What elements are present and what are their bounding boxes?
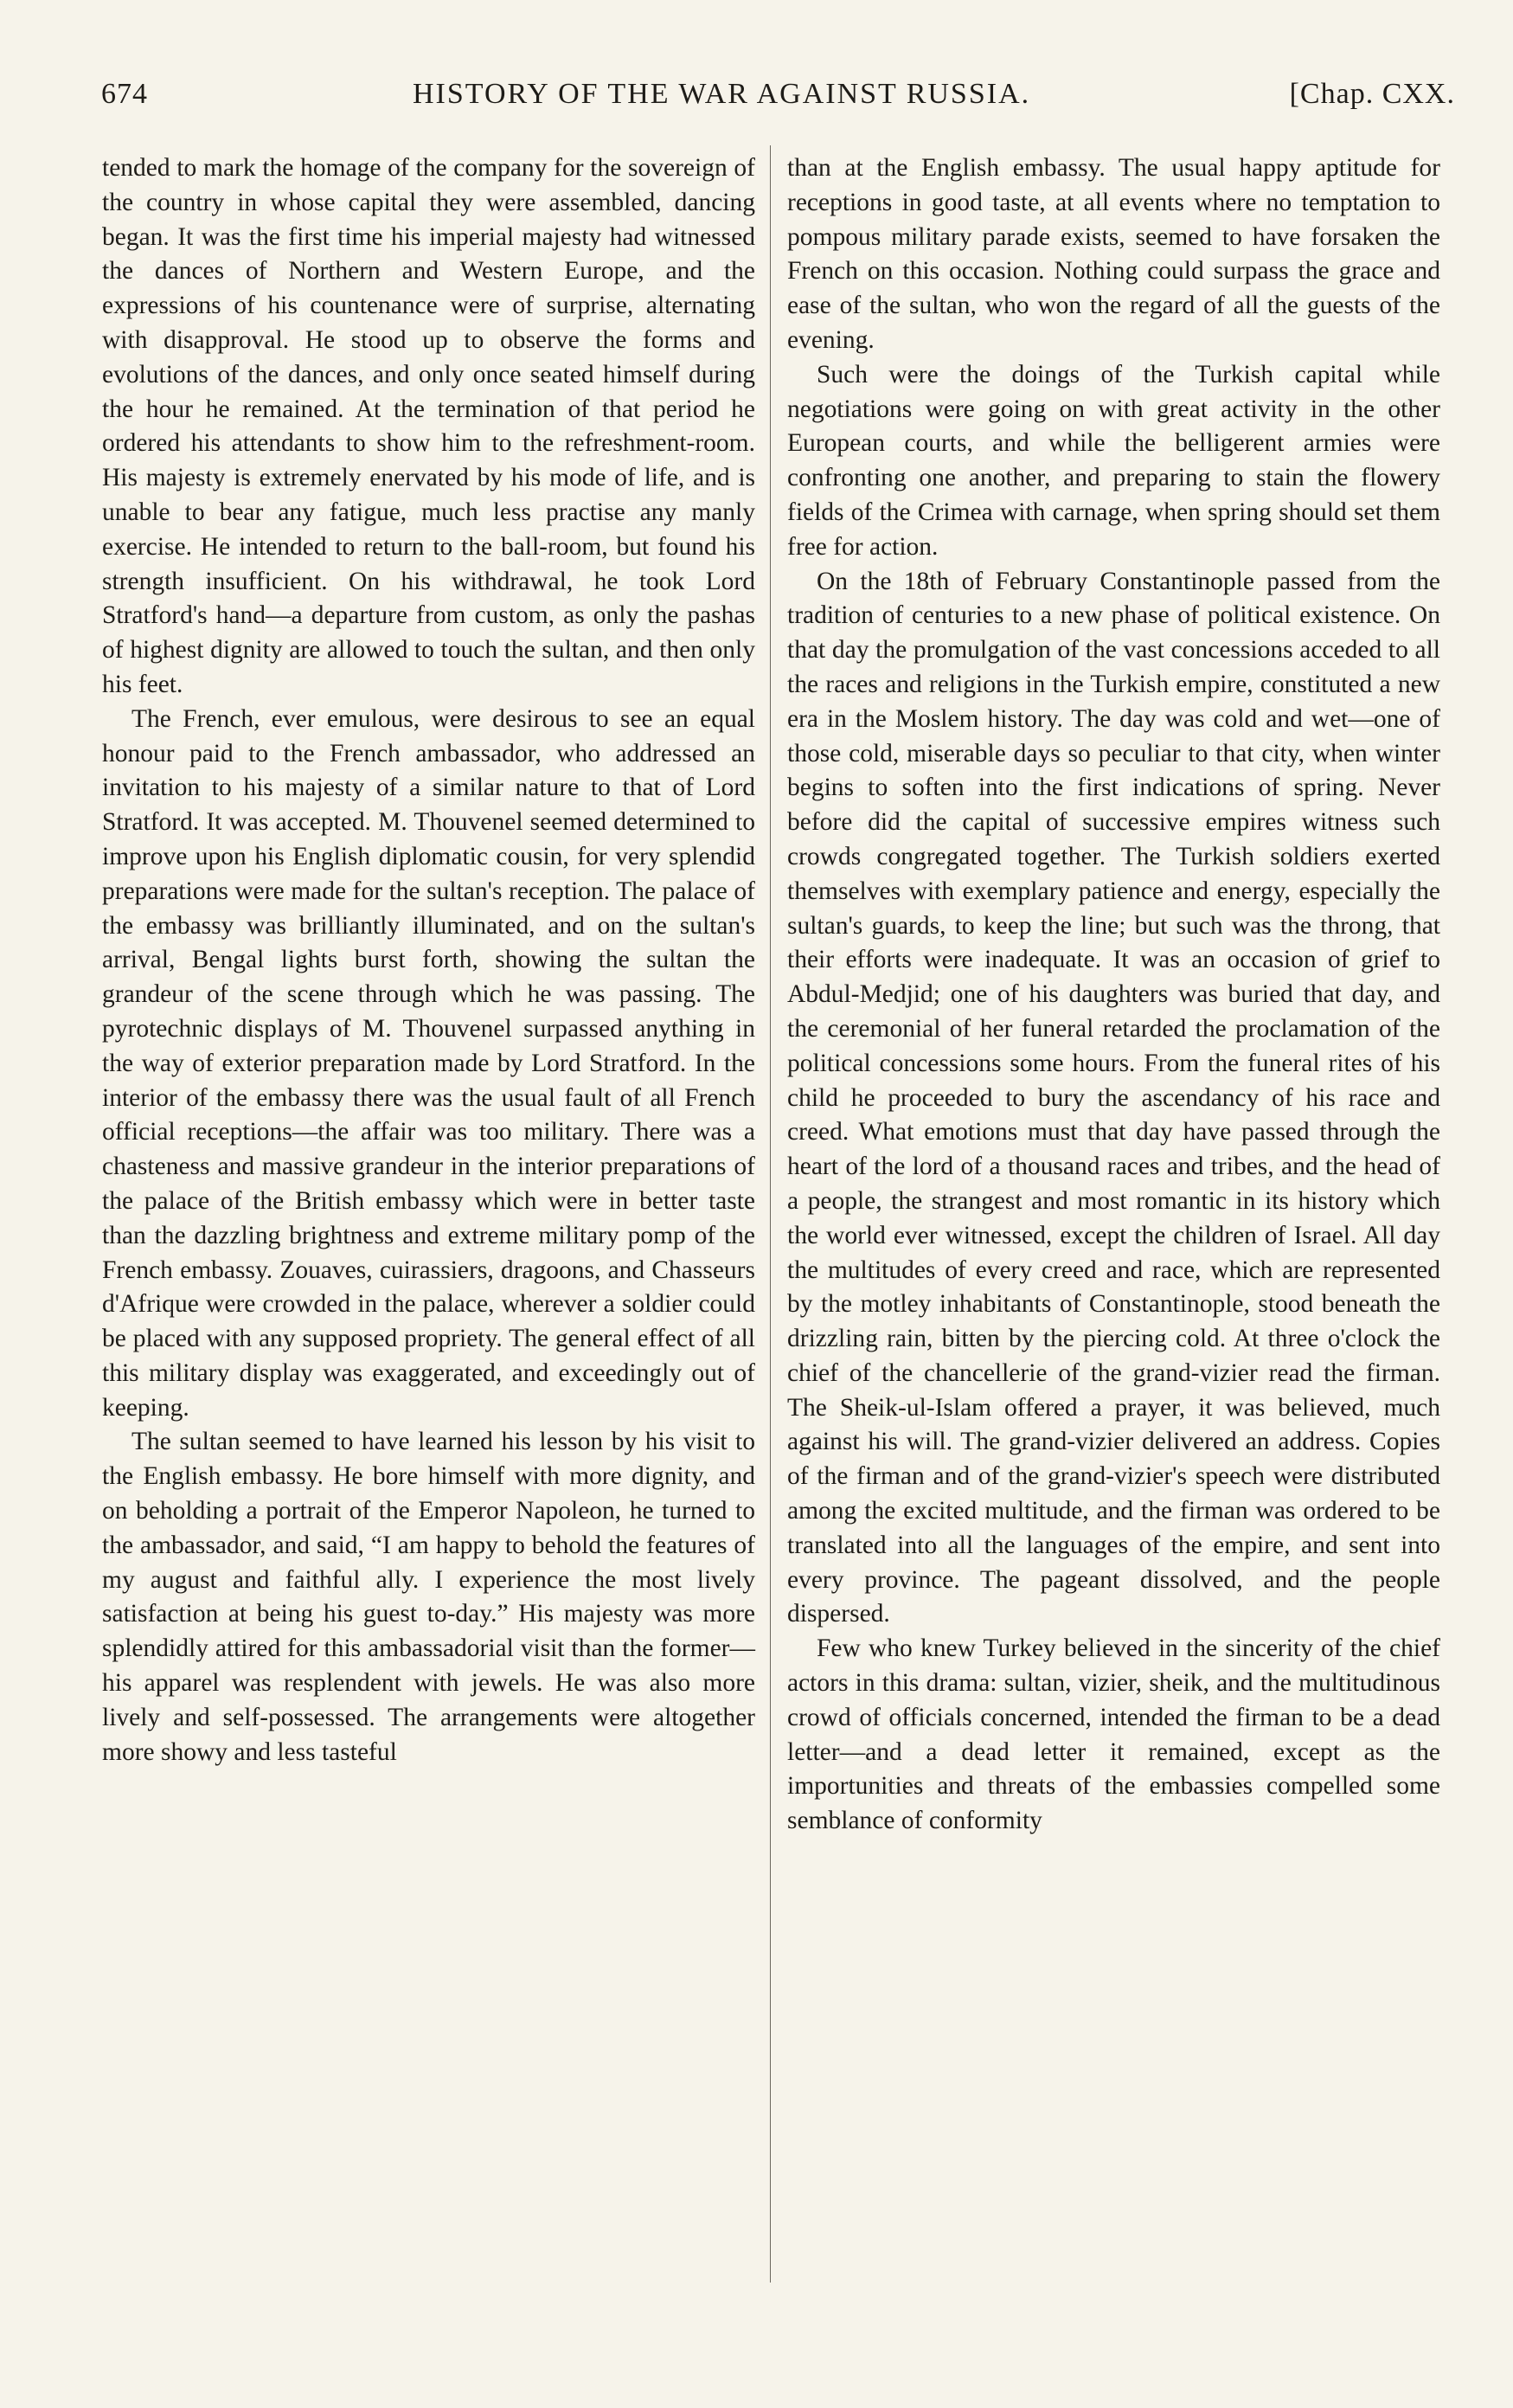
chapter-reference: [Chap. CXX.: [1289, 78, 1455, 110]
running-title: HISTORY OF THE WAR AGAINST RUSSIA.: [413, 78, 1031, 110]
right-paragraph-4: Few who knew Turkey believed in the sincerity of the chief actors in this drama: sultan, vizier, sheik, and the multitudinous crowd of officials concerned, intended the firman to be a dead letter—and a dead letter it remained, except as the importunities and threats of the embassies compelled some semblance of conformity: [787, 1634, 1440, 1835]
left-paragraph-2: The French, ever emulous, were desirous to see an equal honour paid to the French ambassador, who addressed an invitation to his majesty of a similar nature to that of Lord Stratford. It was accepted. M. Thouvenel seemed determined to improve upon his English diplomatic cousin, for very splendid preparations were made for the sultan's reception. The palace of the embassy was brilliantly illuminated, and on the sultan's arrival, Bengal lights burst forth, showing the sultan the grandeur of the scene through which he was passing. The pyrotechnic displays of M. Thouvenel surpassed anything in the way of exterior preparation made by Lord Stratford. In the interior of the embassy there was the usual fault of all French official receptions—the affair was too military. There was a chasteness and massive grandeur in the interior preparations of the palace of the British embassy which were in better taste than the dazzling brightness and extreme military pomp of the French embassy. Zouaves, cuirassiers, dragoons, and Chasseurs d'Afrique were crowded in the palace, wherever a soldier could be placed with any supposed propriety. The general effect of all this military display was exaggerated, and exceedingly out of keeping.: [102, 704, 755, 1422]
right-paragraph-1: than at the English embassy. The usual happy aptitude for receptions in good taste, at all events where no temptation to pompous military parade exists, seemed to have forsaken the French on this occasion. Nothing could surpass the grace and ease of the sultan, who won the regard of all the guests of the evening.: [787, 154, 1440, 354]
right-paragraph-2: Such were the doings of the Turkish capital while negotiations were going on with great activity in the other European courts, and while the belligerent armies were confronting one another, and preparing to stain the flowery fields of the Crimea with carnage, when spring should set them free for action.: [787, 360, 1440, 561]
right-column: [787, 151, 1440, 1839]
left-paragraph-1: tended to mark the homage of the company for the sovereign of the country in whose capital they were assembled, dancing began. It was the first time his imperial majesty had witnessed the dances of Northern and Western Europe, and the expressions of his countenance were of surprise, alternating with disapproval. He stood up to observe the forms and evolutions of the dances, and only once seated himself during the hour he remained. At the termination of that period he ordered his attendants to show him to the refreshment-room. His majesty is extremely enervated by his mode of life, and is unable to bear any fatigue, much less practise any manly exercise. He intended to return to the ball-room, but found his strength insufficient. On his withdrawal, he took Lord Stratford's hand—a departure from custom, as only the pashas of highest dignity are allowed to touch the sultan, and then only his feet.: [102, 154, 755, 698]
right-paragraph-3: On the 18th of February Constantinople passed from the tradition of centuries to a new phase of political existence. On that day the promulgation of the vast concessions acceded to all the races and religions in the Turkish empire, constituted a new era in the Moslem history. The day was cold and wet—one of those cold, miserable days so peculiar to that city, when winter begins to soften into the first indications of spring. Never before did the capital of successive empires witness such crowds congregated together. The Turkish soldiers exerted themselves with exemplary patience and energy, especially the sultan's guards, to keep the line; but such was the throng, that their efforts were inadequate. It was an occasion of grief to Abdul-Medjid; one of his daughters was buried that day, and the ceremonial of her funeral retarded the proclamation of the political concessions some hours. From the funeral rites of his child he proceeded to bury the ascendancy of his race and creed. What emotions must that day have passed through the heart of the lord of a thousand races and tribes, and the head of a people, the strangest and most romantic in its history which the world ever witnessed, except the children of Israel. All day the multitudes of every creed and race, which are represented by the motley inhabitants of Constantinople, stood beneath the drizzling rain, bitten by the piercing cold. At three o'clock the chief of the chancellerie of the grand-vizier read the firman. The Sheik-ul-Islam offered a prayer, it was believed, much against his will. The grand-vizier delivered an address. Copies of the firman and of the grand-vizier's speech were distributed among the excited multitude, and the firman was ordered to be translated into all the languages of the empire, and sent into every province. The pageant dissolved, and the people dispersed.: [787, 567, 1440, 1628]
left-column: [102, 151, 755, 1769]
left-paragraph-3: The sultan seemed to have learned his lesson by his visit to the English embassy. He bore himself with more dignity, and on beholding a portrait of the Emperor Napoleon, he turned to the ambassador, and said, “I am happy to behold the features of my august and faithful ally. I experience the most lively satisfaction at being his guest to-day.” His majesty was more splendidly attired for this ambassadorial visit than the former—his apparel was resplendent with jewels. He was also more lively and self-possessed. The arrangements were altogether more showy and less tasteful: [102, 1428, 755, 1766]
column-divider: [770, 145, 771, 2283]
page-number: 674: [101, 78, 148, 110]
page-header: [101, 69, 1455, 121]
